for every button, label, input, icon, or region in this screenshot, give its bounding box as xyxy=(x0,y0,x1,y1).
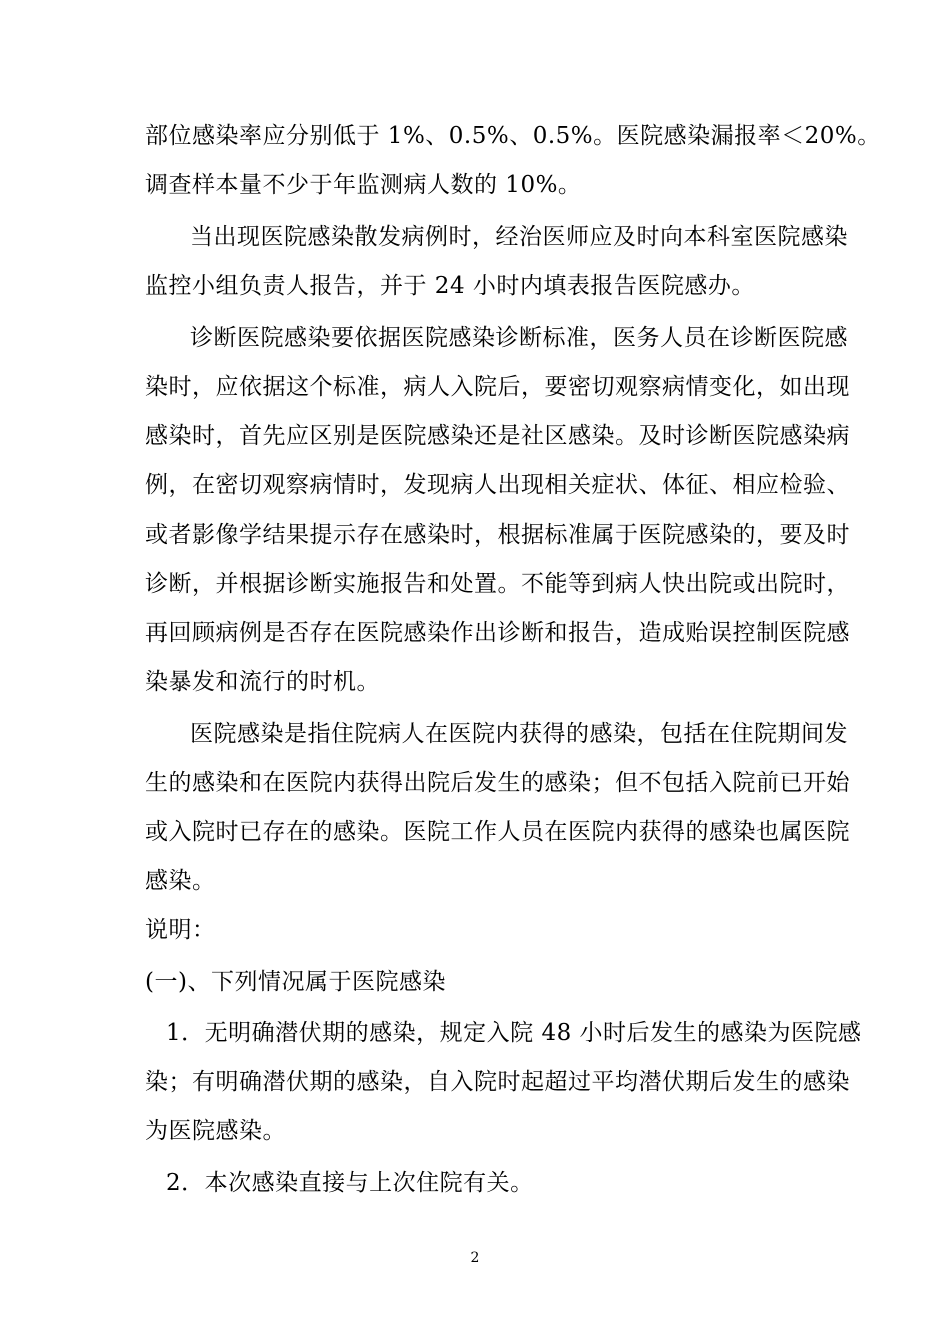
text-line: 染；有明确潜伏期的感染，自入院时起超过平均潜伏期后发生的感染 xyxy=(145,1069,850,1095)
text-line: 例，在密切观察病情时，发现病人出现相关症状、体征、相应检验、 xyxy=(145,472,850,498)
text-line: 诊断，并根据诊断实施报告和处置。不能等到病人快出院或出院时， xyxy=(145,571,850,597)
text-line: 再回顾病例是否存在医院感染作出诊断和报告，造成贻误控制医院感 xyxy=(145,620,850,646)
page-number: 2 xyxy=(470,1250,480,1266)
subsection-heading: (一)、下列情况属于医院感染 xyxy=(145,969,446,995)
text-line: 或者影像学结果提示存在感染时，根据标准属于医院感染的，要及时 xyxy=(145,522,850,548)
text-line: 或入院时已存在的感染。医院工作人员在医院内获得的感染也属医院 xyxy=(145,819,850,845)
numbered-item-first-line: 1．无明确潜伏期的感染，规定入院 48 小时后发生的感染为医院感 xyxy=(166,1020,862,1046)
text-line: 调查样本量不少于年监测病人数的 10%。 xyxy=(145,172,582,198)
numbered-item-first-line: 2．本次感染直接与上次住院有关。 xyxy=(166,1170,534,1196)
paragraph-first-line: 医院感染是指住院病人在医院内获得的感染，包括在住院期间发 xyxy=(190,721,848,747)
text-line: 感染时，首先应区别是医院感染还是社区感染。及时诊断医院感染病 xyxy=(145,423,850,449)
section-heading: 说明： xyxy=(145,917,216,943)
text-line: 染暴发和流行的时机。 xyxy=(145,669,380,695)
text-line: 生的感染和在医院内获得出院后发生的感染；但不包括入院前已开始 xyxy=(145,770,850,796)
text-line: 感染。 xyxy=(145,868,216,894)
text-line: 部位感染率应分别低于 1%、0.5%、0.5%。医院感染漏报率＜20%。 xyxy=(145,123,881,149)
text-line: 监控小组负责人报告，并于 24 小时内填表报告医院感办。 xyxy=(145,273,755,299)
text-line: 为医院感染。 xyxy=(145,1118,286,1144)
paragraph-first-line: 诊断医院感染要依据医院感染诊断标准，医务人员在诊断医院感 xyxy=(190,325,848,351)
text-line: 染时，应依据这个标准，病人入院后，要密切观察病情变化，如出现 xyxy=(145,374,850,400)
paragraph-first-line: 当出现医院感染散发病例时，经治医师应及时向本科室医院感染 xyxy=(190,224,848,250)
